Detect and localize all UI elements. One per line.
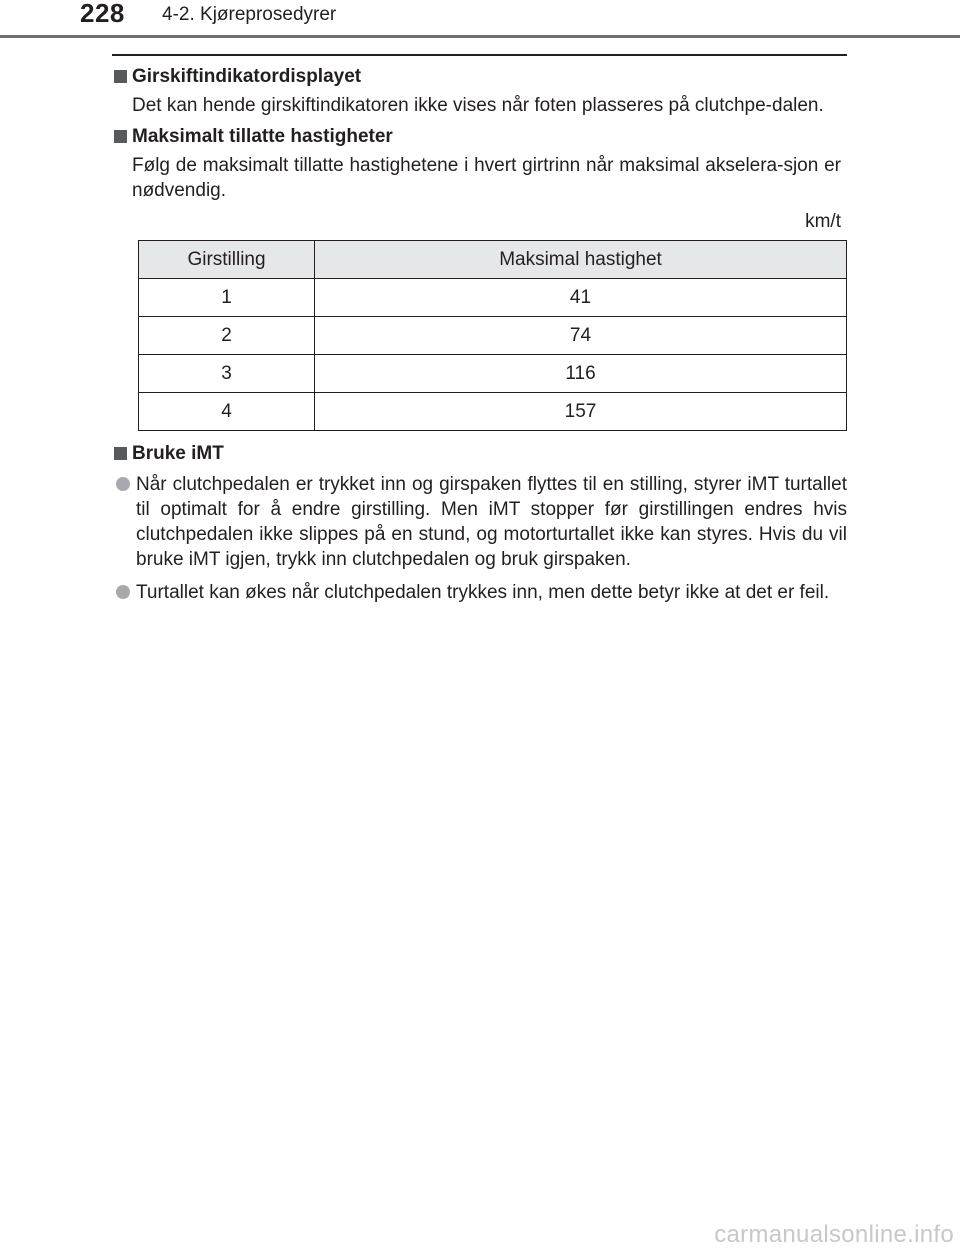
section-heading-text: Maksimalt tillatte hastigheter bbox=[132, 126, 393, 147]
list-item-text: Turtallet kan økes når clutchpedalen trykkes inn, men dette betyr ikke at det er feil. bbox=[136, 582, 830, 603]
circle-bullet-icon bbox=[116, 585, 130, 599]
section-heading-text: Girskiftindikatordisplayet bbox=[132, 66, 362, 87]
table-header-row bbox=[139, 241, 847, 279]
speed-cell: 74 bbox=[315, 317, 847, 355]
page-content bbox=[112, 64, 847, 605]
chapter-title: 4-2. Kjøreprosedyrer bbox=[162, 4, 337, 25]
section-rule bbox=[112, 54, 847, 56]
section-max-speeds bbox=[112, 124, 847, 431]
gear-cell: 2 bbox=[139, 317, 315, 355]
list-item bbox=[112, 580, 847, 605]
speed-cell: 157 bbox=[315, 393, 847, 431]
section-paragraph: Det kan hende girskiftindikatoren ikke vises når foten plasseres på clutchpe-dalen. bbox=[132, 95, 824, 116]
table-header-cell: Maksimal hastighet bbox=[315, 241, 847, 279]
circle-bullet-icon bbox=[116, 477, 130, 491]
speed-table bbox=[138, 240, 847, 431]
gear-cell: 3 bbox=[139, 355, 315, 393]
square-bullet-icon bbox=[114, 130, 127, 143]
square-bullet-icon bbox=[114, 447, 127, 460]
section-heading bbox=[112, 441, 847, 466]
section-heading bbox=[112, 64, 847, 89]
table-row bbox=[139, 393, 847, 431]
section-heading-text: Bruke iMT bbox=[132, 443, 224, 464]
speed-cell: 116 bbox=[315, 355, 847, 393]
section-imt bbox=[112, 441, 847, 605]
gear-cell: 1 bbox=[139, 279, 315, 317]
table-row bbox=[139, 355, 847, 393]
speed-unit-label: km/t bbox=[805, 211, 841, 232]
section-gear-indicator bbox=[112, 64, 847, 118]
table-row bbox=[139, 317, 847, 355]
list-item bbox=[112, 472, 847, 572]
table-row bbox=[139, 279, 847, 317]
page-number: 228 bbox=[80, 0, 125, 28]
section-paragraph: Følg de maksimalt tillatte hastighetene i hvert girtrinn når maksimal akselera-sjon er nødvendig. bbox=[132, 155, 841, 201]
gear-cell: 4 bbox=[139, 393, 315, 431]
section-heading bbox=[112, 124, 847, 149]
watermark: carmanualsonline.info bbox=[714, 1221, 954, 1248]
header-rule bbox=[0, 35, 960, 38]
speed-cell: 41 bbox=[315, 279, 847, 317]
list-item-text: Når clutchpedalen er trykket inn og girspaken flyttes til en stilling, styrer iMT turtallet til optimalt for å endre girstilling. Men iMT stopper før girstillingen endres hvis clutchpedalen ikke slippes på en stund, og motorturtallet ikke kan styres. Hvis du vil bruke iMT igjen, trykk inn clutchpedalen og bruk girspaken. bbox=[136, 474, 847, 570]
table-header-cell: Girstilling bbox=[139, 241, 315, 279]
square-bullet-icon bbox=[114, 70, 127, 83]
